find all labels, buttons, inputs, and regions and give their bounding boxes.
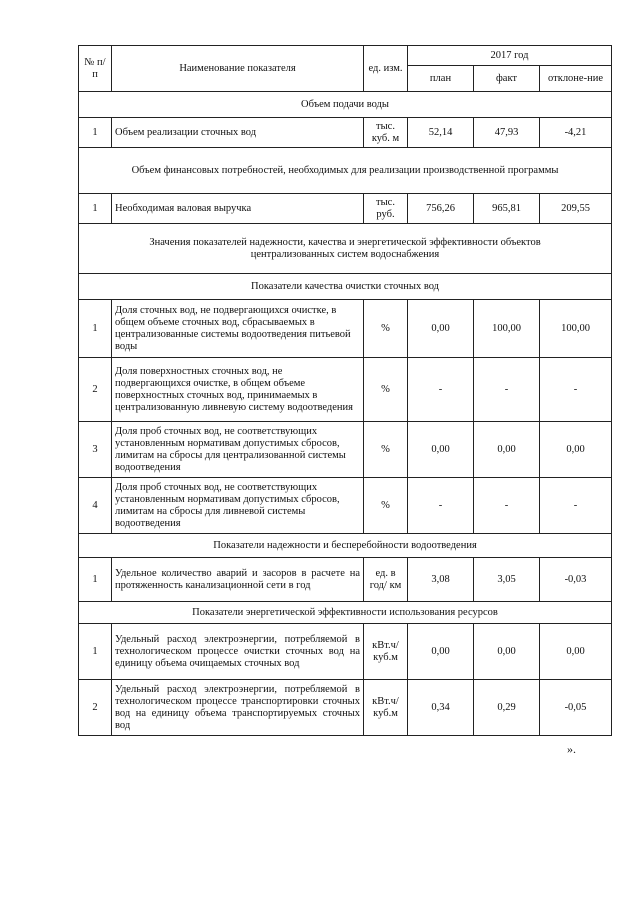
- table-row: [79, 558, 612, 602]
- section-row: [79, 274, 612, 300]
- row-fact: 0,29: [474, 680, 540, 736]
- row-name: Необходимая валовая выручка: [112, 194, 364, 224]
- row-fact: -: [474, 358, 540, 422]
- table-row: [79, 680, 612, 736]
- row-name: Удельное количество аварий и засоров в расчете на протяженность канализационной сети в год: [112, 558, 364, 602]
- row-plan: 756,26: [408, 194, 474, 224]
- row-deviation: 100,00: [540, 300, 612, 358]
- row-name: Удельный расход электроэнергии, потребляемой в технологическом процессе очистки сточных вод на единицу объема очищаемых сточных вод: [112, 624, 364, 680]
- row-plan: -: [408, 478, 474, 534]
- section-reliability-values: Значения показателей надежности, качества и энергетической эффективности объектов централизованных систем водоснабжения: [79, 224, 612, 274]
- row-plan: -: [408, 358, 474, 422]
- header-row-1: [79, 46, 612, 66]
- row-fact: 965,81: [474, 194, 540, 224]
- table-row: [79, 194, 612, 224]
- row-num: 1: [79, 558, 112, 602]
- row-num: 1: [79, 624, 112, 680]
- header-name: Наименование показателя: [112, 46, 364, 92]
- row-unit: %: [364, 300, 408, 358]
- row-num: 1: [79, 118, 112, 148]
- section-row: [79, 92, 612, 118]
- row-num: 1: [79, 194, 112, 224]
- indicators-table: [78, 45, 612, 736]
- table-row: [79, 478, 612, 534]
- section-row: [79, 224, 612, 274]
- row-name: Доля поверхностных сточных вод, не подвергающихся очистке, в общем объеме поверхностных сточных вод, принимаемых в централизованную ливневую систему водоотведения: [112, 358, 364, 422]
- row-fact: 3,05: [474, 558, 540, 602]
- section-water-supply: Объем подачи воды: [79, 92, 612, 118]
- row-plan: 0,00: [408, 422, 474, 478]
- row-deviation: -: [540, 478, 612, 534]
- row-plan: 0,00: [408, 624, 474, 680]
- row-fact: 47,93: [474, 118, 540, 148]
- row-unit: %: [364, 478, 408, 534]
- header-year: 2017 год: [408, 46, 612, 66]
- header-fact: факт: [474, 66, 540, 92]
- row-unit: тыс. руб.: [364, 194, 408, 224]
- section-row: [79, 602, 612, 624]
- row-deviation: 209,55: [540, 194, 612, 224]
- row-unit: кВт.ч/ куб.м: [364, 624, 408, 680]
- row-plan: 0,00: [408, 300, 474, 358]
- closing-quote: ».: [567, 742, 576, 756]
- section-financial-needs: Объем финансовых потребностей, необходимых для реализации производственной программы: [79, 148, 612, 194]
- row-deviation: -0,03: [540, 558, 612, 602]
- row-deviation: -0,05: [540, 680, 612, 736]
- row-deviation: 0,00: [540, 422, 612, 478]
- section-row: [79, 148, 612, 194]
- table-row: [79, 624, 612, 680]
- header-plan: план: [408, 66, 474, 92]
- row-name: Объем реализации сточных вод: [112, 118, 364, 148]
- table-row: [79, 118, 612, 148]
- row-name: Доля сточных вод, не подвергающихся очистке, в общем объеме сточных вод, сбрасываемых в централизованные системы водоотведения питьевой воды: [112, 300, 364, 358]
- header-deviation: отклоне-ние: [540, 66, 612, 92]
- row-fact: 0,00: [474, 624, 540, 680]
- row-fact: 0,00: [474, 422, 540, 478]
- row-unit: %: [364, 422, 408, 478]
- header-num: № п/п: [79, 46, 112, 92]
- row-deviation: -4,21: [540, 118, 612, 148]
- row-plan: 3,08: [408, 558, 474, 602]
- section-row: [79, 534, 612, 558]
- row-num: 2: [79, 680, 112, 736]
- header-unit: ед. изм.: [364, 46, 408, 92]
- section-treatment-quality: Показатели качества очистки сточных вод: [79, 274, 612, 300]
- row-name: Удельный расход электроэнергии, потребляемой в технологическом процессе транспортировки сточных вод на единицу объема транспортируемых сточных вод: [112, 680, 364, 736]
- row-fact: -: [474, 478, 540, 534]
- row-deviation: 0,00: [540, 624, 612, 680]
- row-plan: 0,34: [408, 680, 474, 736]
- table-row: [79, 422, 612, 478]
- row-num: 3: [79, 422, 112, 478]
- row-num: 1: [79, 300, 112, 358]
- row-num: 2: [79, 358, 112, 422]
- row-unit: %: [364, 358, 408, 422]
- row-num: 4: [79, 478, 112, 534]
- row-name: Доля проб сточных вод, не соответствующих установленным нормативам допустимых сбросов, лимитам на сбросы для ливневой системы водоотведения: [112, 478, 364, 534]
- table-row: [79, 300, 612, 358]
- row-deviation: -: [540, 358, 612, 422]
- row-fact: 100,00: [474, 300, 540, 358]
- row-unit: кВт.ч/ куб.м: [364, 680, 408, 736]
- row-plan: 52,14: [408, 118, 474, 148]
- table-row: [79, 358, 612, 422]
- section-energy-efficiency: Показатели энергетической эффективности использования ресурсов: [79, 602, 612, 624]
- section-reliability-drainage: Показатели надежности и бесперебойности водоотведения: [79, 534, 612, 558]
- row-name: Доля проб сточных вод, не соответствующих установленным нормативам допустимых сбросов, лимитам на сбросы для централизованной системы водоотведения: [112, 422, 364, 478]
- row-unit: тыс. куб. м: [364, 118, 408, 148]
- row-unit: ед. в год/ км: [364, 558, 408, 602]
